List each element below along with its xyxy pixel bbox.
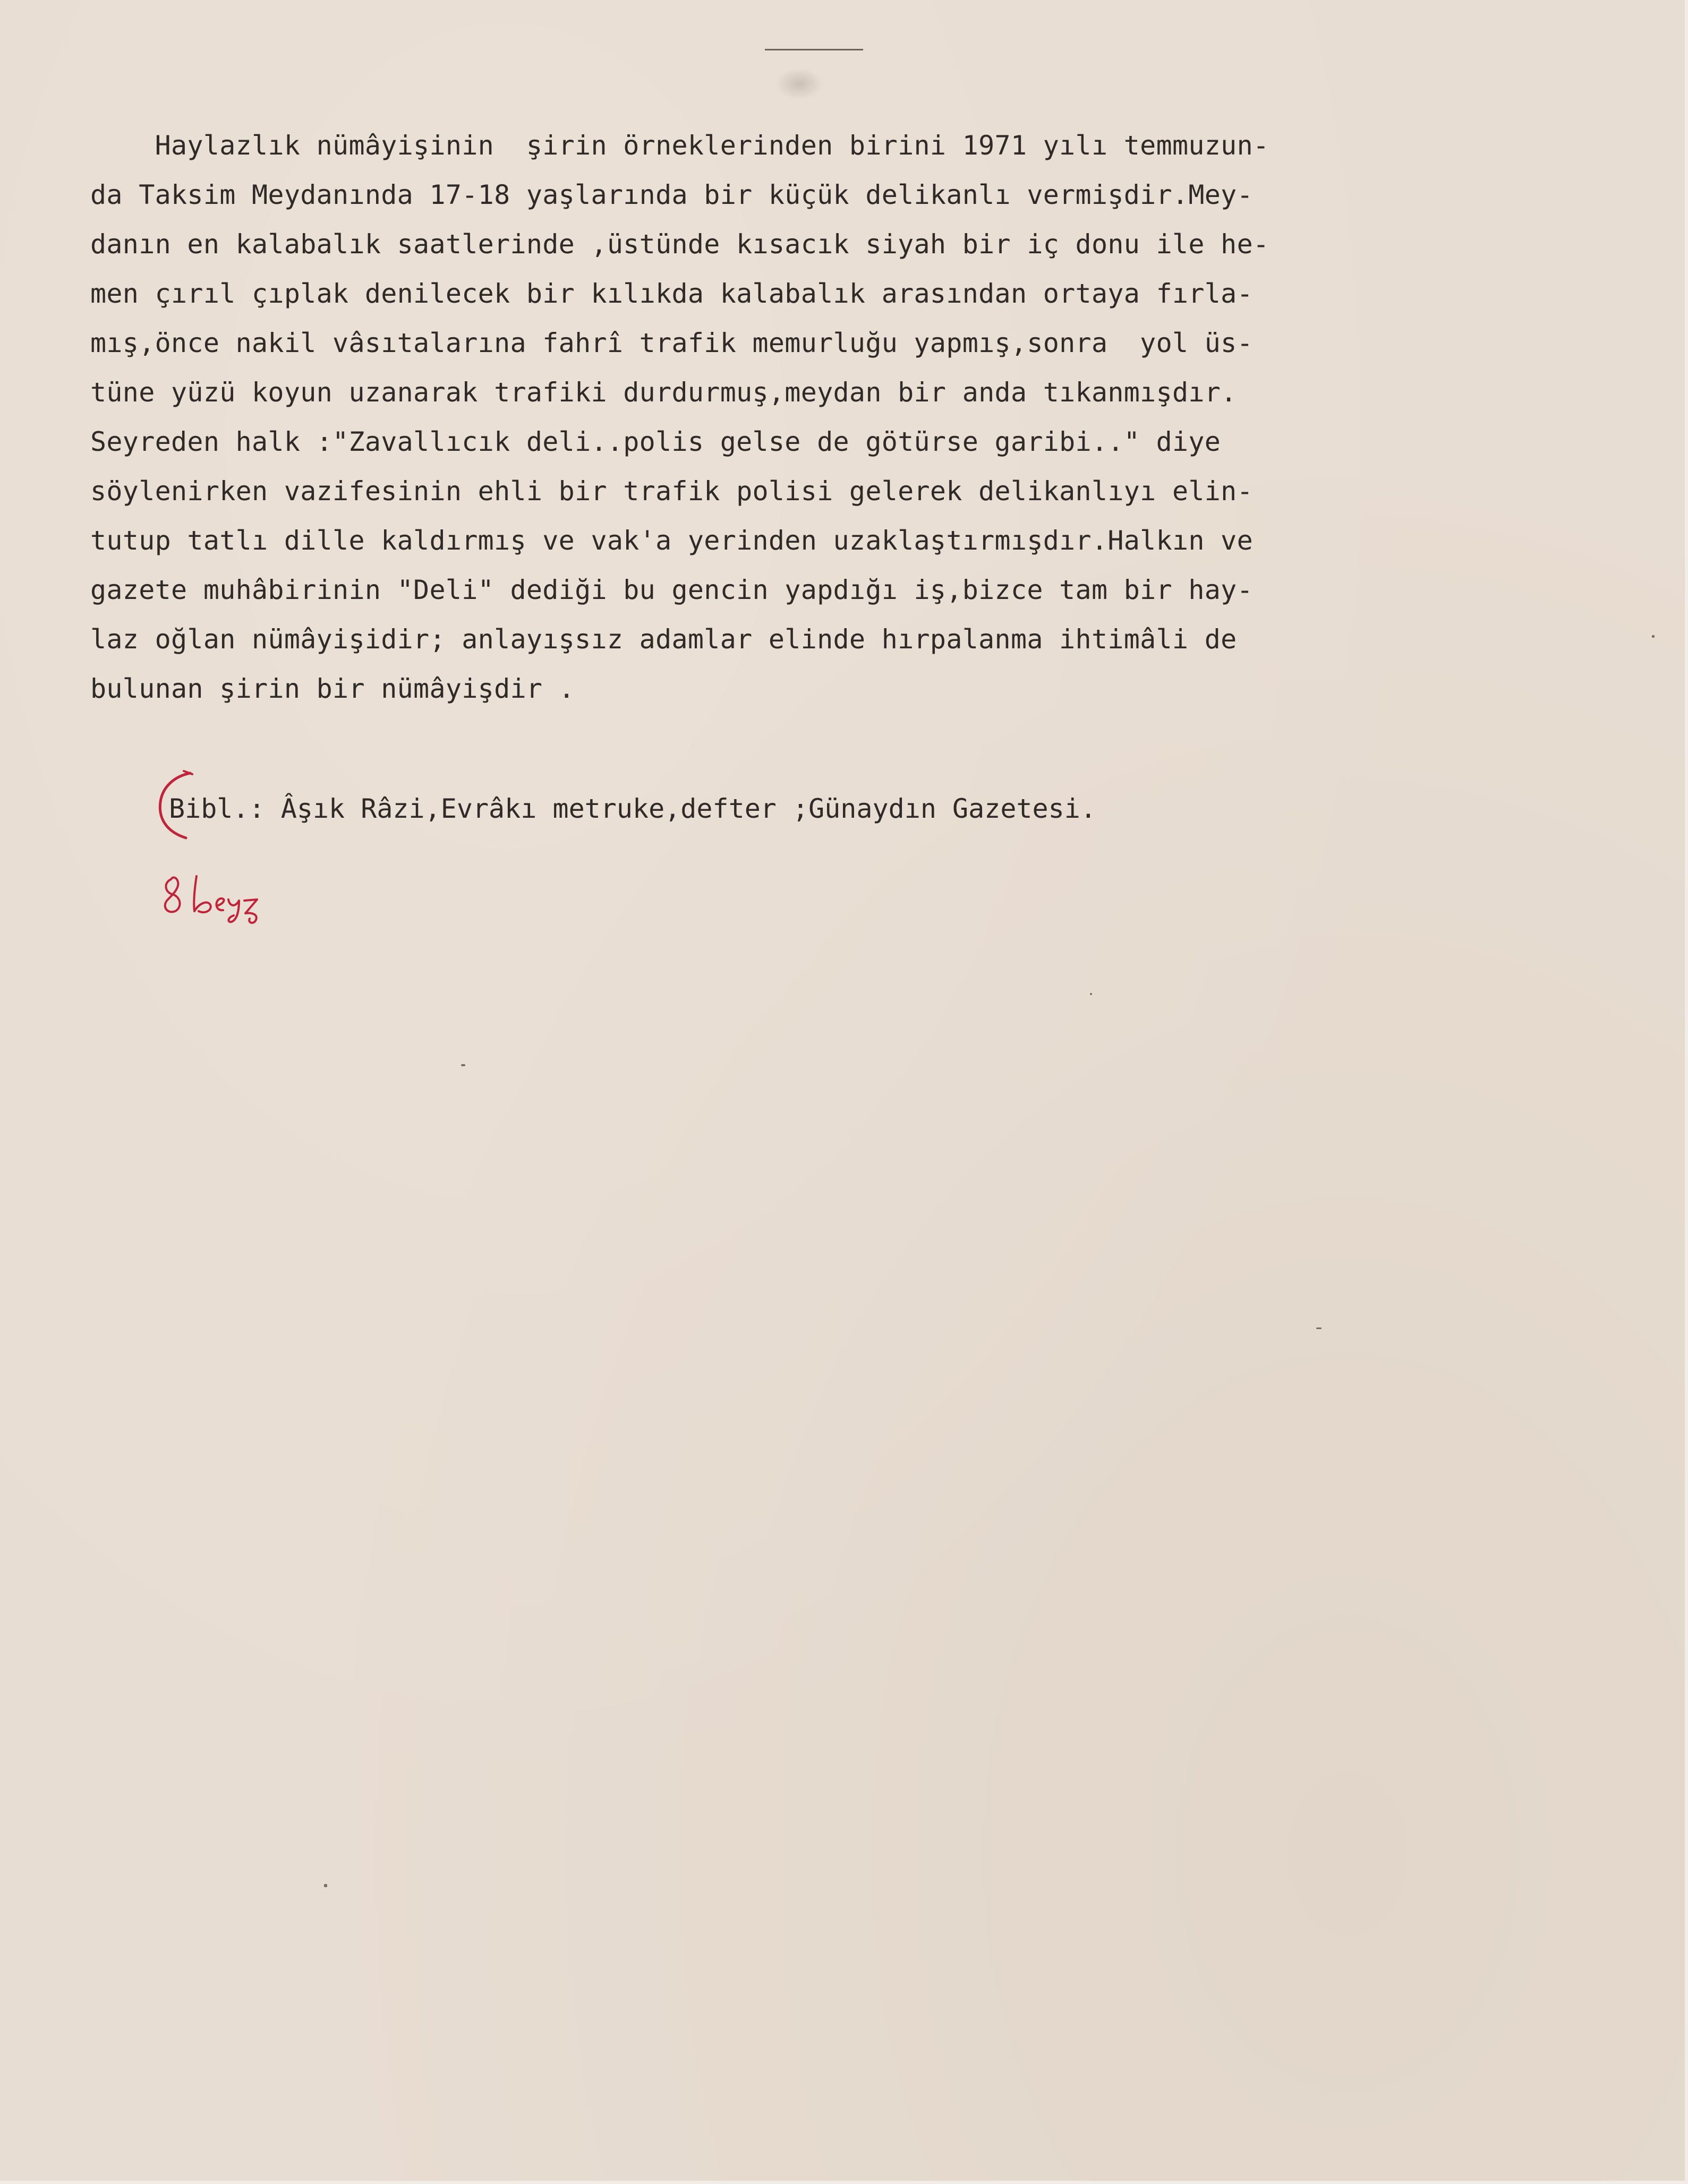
bibliography-line: Bibl.: Âşık Râzi,Evrâkı metruke,defter ;Günaydın Gazetesi. bbox=[169, 793, 1096, 824]
text-line: da Taksim Meydanında 17-18 yaşlarında bir küçük delikanlı vermişdir.Mey- bbox=[90, 179, 1253, 210]
text-line: gazete muhâbirinin "Deli" dediği bu gencin yapdığı iş,bizce tam bir hay- bbox=[90, 575, 1253, 605]
pin-smudge bbox=[775, 68, 823, 100]
paper-speck bbox=[1316, 1327, 1322, 1329]
text-line: mış,önce nakil vâsıtalarına fahrî trafik memurluğu yapmış,sonra yol üs- bbox=[90, 328, 1253, 358]
text-line: bulunan şirin bir nümâyişdir . bbox=[90, 673, 575, 704]
text-line: Haylazlık nümâyişinin şirin örneklerinden birini 1971 yılı temmuzun- bbox=[90, 130, 1269, 161]
paper-speck bbox=[461, 1064, 465, 1066]
paper-speck bbox=[324, 1884, 327, 1887]
paper-speck bbox=[1652, 635, 1655, 638]
text-line: söylenirken vazifesinin ehli bir trafik polisi gelerek delikanlıyı elin- bbox=[90, 476, 1253, 507]
text-line: tutup tatlı dille kaldırmış ve vak'a yerinden uzaklaştırmışdır.Halkın ve bbox=[90, 525, 1253, 556]
pin-mark-line bbox=[765, 49, 863, 50]
handwritten-annotation bbox=[159, 869, 319, 927]
pin-mark bbox=[765, 47, 863, 52]
text-line: men çırıl çıplak denilecek bir kılıkda kalabalık arasından ortaya fırla- bbox=[90, 278, 1253, 309]
text-line: tüne yüzü koyun uzanarak trafiki durdurmuş,meydan bir anda tıkanmışdır. bbox=[90, 377, 1237, 408]
body-paragraph bbox=[90, 121, 1620, 714]
paper-speck bbox=[1090, 993, 1092, 995]
text-line: Seyreden halk :"Zavallıcık deli..polis gelse de götürse garibi.." diye bbox=[90, 426, 1221, 457]
text-line: laz oğlan nümâyişidir; anlayışsız adamlar elinde hırpalanma ihtimâli de bbox=[90, 624, 1237, 655]
text-line: danın en kalabalık saatlerinde ,üstünde kısacık siyah bir iç donu ile he- bbox=[90, 229, 1269, 260]
